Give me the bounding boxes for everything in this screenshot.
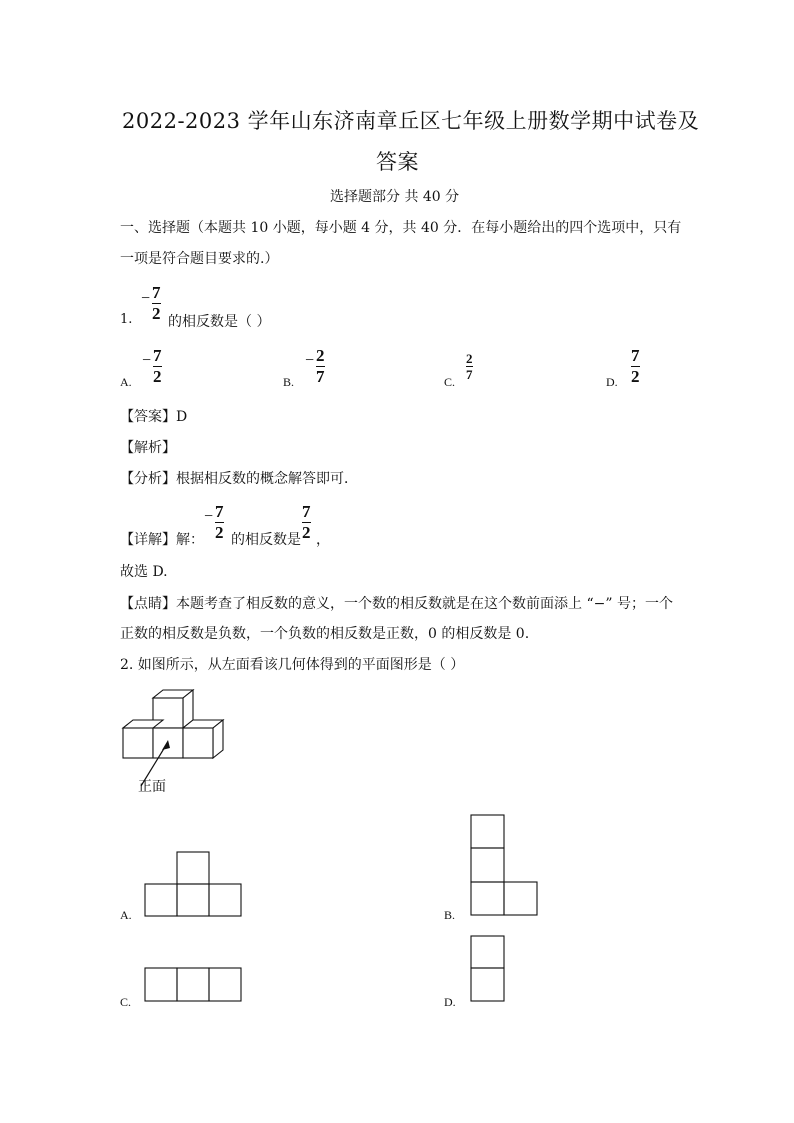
q2-option-c-label: C.	[120, 995, 132, 1009]
q1-comment-line1: 本题考查了相反数的意义，一个数的相反数就是在这个数前面添上 “−” 号；一个	[176, 596, 673, 612]
q1-stem-tail: 的相反数是（ ）	[168, 314, 271, 330]
q1-answer: D	[176, 409, 188, 425]
q1-option-d-den: 2	[631, 367, 640, 387]
q1-detail-den1: 2	[215, 523, 224, 543]
q1-option-b-den: 7	[316, 367, 325, 387]
q1-comment-tag: 【点睛】	[120, 596, 176, 612]
q2-option-c-figure	[145, 967, 243, 1003]
q1-detail-fraction2	[302, 503, 311, 542]
q1-option-c-fraction	[466, 352, 473, 381]
page-title-line1: 2022-2023 学年山东济南章丘区七年级上册数学期中试卷及	[122, 109, 700, 133]
q1-comment-line2: 正数的相反数是负数，一个负数的相反数是正数，0 的相反数是 0.	[120, 626, 530, 642]
q1-fenxi-row	[120, 468, 358, 488]
q1-detail-den2: 2	[302, 523, 311, 543]
q1-choose: 故选 D.	[120, 564, 168, 580]
q2-option-d-label: D.	[444, 995, 456, 1009]
q1-fraction	[152, 284, 161, 323]
q1-option-c-num: 2	[466, 351, 473, 366]
q1-option-c-label: C.	[444, 375, 456, 389]
q1-detail-num2: 7	[302, 502, 311, 521]
q1-option-b-label: B.	[283, 375, 295, 389]
q1-detail-end: ，	[316, 532, 330, 548]
q1-option-b-num: 2	[316, 346, 325, 365]
q1-answer-row	[120, 406, 187, 426]
q1-option-a-label: A.	[120, 375, 132, 389]
q1-option-b-fraction	[316, 347, 325, 386]
q1-option-a-neg: −	[142, 352, 152, 369]
q2-cube-figure	[118, 688, 238, 798]
q1-option-a-fraction	[153, 347, 162, 386]
q2-option-a-label: A.	[120, 908, 132, 922]
q1-neg-sign: −	[141, 290, 151, 307]
q1-option-d-fraction	[631, 347, 640, 386]
q1-option-a-den: 2	[153, 367, 162, 387]
q1-detail-num1: 7	[215, 502, 224, 521]
q2-stem: 2. 如图所示，从左面看该几何体得到的平面图形是（ ）	[120, 657, 465, 673]
q1-comment-row	[120, 593, 673, 613]
q1-option-d-label: D.	[606, 375, 618, 389]
q1-option-a-num: 7	[153, 346, 162, 365]
q1-detail-neg: −	[204, 508, 214, 525]
q1-frac-num: 7	[152, 283, 161, 302]
q1-detail-fraction1	[215, 503, 224, 542]
q1-fenxi-tag: 【分析】	[120, 471, 176, 487]
q1-answer-tag: 【答案】	[120, 409, 176, 425]
q2-option-b-label: B.	[444, 908, 456, 922]
section-header: 选择题部分 共 40 分	[330, 189, 460, 205]
q1-option-b-neg: −	[305, 352, 315, 369]
q1-detail-tag: 【详解】	[120, 532, 176, 548]
instructions-line1: 一、选择题（本题共 10 小题，每小题 4 分，共 40 分．在每小题给出的四个选项中，只有	[120, 220, 682, 236]
instructions-line2: 一项是符合题目要求的.）	[120, 251, 279, 267]
q2-figure-label: 正面	[138, 779, 166, 795]
page-title-line2: 答案	[376, 150, 419, 174]
q1-number: 1.	[120, 312, 133, 327]
q1-option-c-den: 7	[466, 367, 473, 383]
q1-option-d-num: 7	[631, 346, 640, 365]
q2-option-a-figure	[145, 851, 243, 917]
q1-detail-prefix: 解：	[176, 532, 204, 548]
q1-detail-prefix-row	[120, 529, 204, 549]
q2-option-d-figure	[470, 935, 507, 1003]
cube-structure	[123, 690, 223, 758]
q2-option-b-figure	[470, 814, 540, 917]
q1-frac-den: 2	[152, 304, 161, 324]
q1-fenxi-text: 根据相反数的概念解答即可．	[176, 471, 358, 487]
q1-analysis-tag: 【解析】	[120, 440, 176, 456]
q1-detail-mid: 的相反数是	[231, 532, 301, 548]
